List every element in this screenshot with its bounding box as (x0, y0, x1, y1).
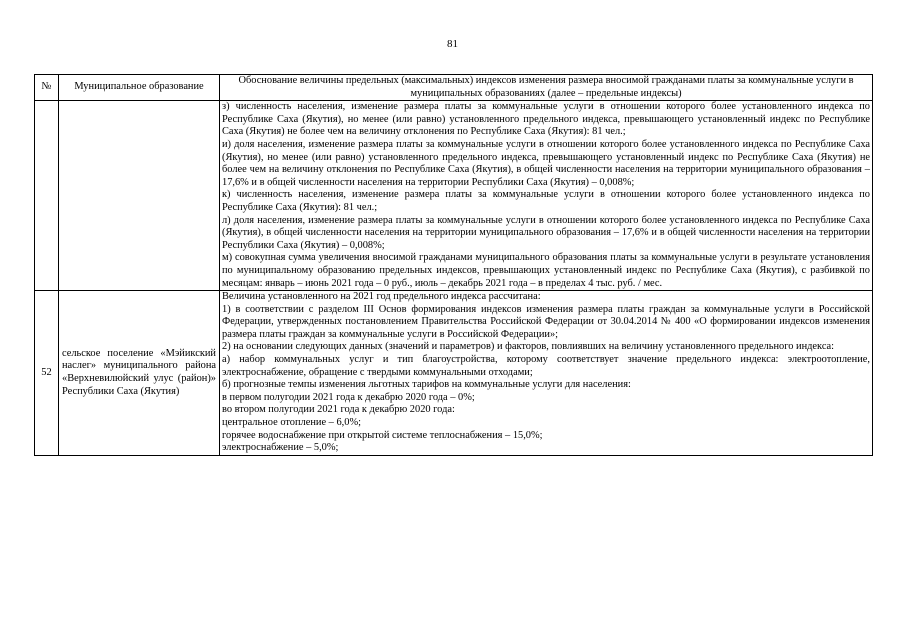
justification-cell (220, 291, 873, 456)
justification-cell (220, 101, 873, 291)
paragraph: центральное отопление – 6,0%; (222, 417, 361, 429)
page-number: 81 (447, 38, 458, 50)
paragraph: электроснабжение – 5,0%; (222, 442, 339, 454)
paragraph: к) численность населения, изменение размера платы за коммунальные услуги в отношении которого более установленного индекса по Республике Саха (Якутия): 81 чел.; (222, 189, 870, 213)
paragraph: во втором полугодии 2021 года к декабрю 2020 года: (222, 404, 455, 416)
row-number (35, 101, 59, 291)
paragraph: Величина установленного на 2021 год предельного индекса рассчитана: (222, 291, 541, 303)
header-num: № (35, 75, 59, 101)
paragraph: б) прогнозные темпы изменения льготных тарифов на коммунальные услуги для населения: (222, 379, 631, 391)
header-justification: Обоснование величины предельных (максимальных) индексов изменения размера вносимой гражданами платы за коммунальные услуги в муниципальных образованиях (далее – предельные индексы) (220, 75, 873, 101)
municipality-cell: сельское поселение «Мэйикский наслег» муниципального района «Верхневилюйский улус (район)» Республики Саха (Якутия) (59, 291, 220, 456)
paragraph: 2) на основании следующих данных (значений и параметров) и факторов, повлиявших на величину установленного предельного индекса: (222, 341, 835, 353)
municipality-cell (59, 101, 220, 291)
row-number: 52 (35, 291, 59, 456)
table-header-row (35, 75, 873, 101)
table-row (35, 101, 873, 291)
paragraph: горячее водоснабжение при открытой системе теплоснабжения – 15,0%; (222, 429, 543, 441)
paragraph: 1) в соответствии с разделом III Основ формирования индексов изменения размера платы граждан за коммунальные услуги в Российской Федерации, утвержденных постановлением Правительства Российской Федерации от 30.04.2014 № 400 «О формировании индексов изменения размера платы граждан за коммунальные услуги в Российской Федерации»; (222, 303, 870, 340)
paragraph: м) совокупная сумма увеличения вносимой гражданами муниципального образования платы за коммунальные услуги в результате установления по муниципальному образованию предельных индексов, превышающих установленный индекс по Республике Саха (Якутия), с разбивкой по месяцам: январь – июнь 2021 года – 0 руб., июль – декабрь 2021 года – в пределах 4 тыс. руб. / мес. (222, 252, 870, 289)
paragraph: в первом полугодии 2021 года к декабрю 2020 года – 0%; (222, 391, 475, 403)
header-municipality: Муниципальное образование (59, 75, 220, 101)
indices-table (34, 74, 873, 456)
paragraph: з) численность населения, изменение размера платы за коммунальные услуги в отношении которого более установленного индекса по Республике Саха (Якутия), но менее (или равно) установленного предельного индекса, превышающего установленный индекс по Республике Саха (Якутия) не более чем на величину отклонения по Республике Саха (Якутия): 81 чел.; (222, 101, 870, 138)
paragraph: и) доля населения, изменение размера платы за коммунальные услуги в отношении которого более установленного индекса по Республике Саха (Якутия), но менее (или равно) установленного предельного индекса, превышающего установленный индекс по Республике Саха (Якутия) не более чем на величину отклонения по Республике Саха (Якутия), в общей численности населения на территории муниципального образования – 17,6% и в общей численности населения на территории Республики Саха (Якутия) – 0,008%; (222, 138, 870, 188)
paragraph: л) доля населения, изменение размера платы за коммунальные услуги в отношении которого более установленного индекса по Республике Саха (Якутия), в общей численности населения на территории муниципального образования – 17,6% и в общей численности населения на территории Республики Саха (Якутия) – 0,008%; (222, 214, 870, 251)
paragraph: а) набор коммунальных услуг и тип благоустройства, которому соответствует значение предельного индекса: электроотопление, электроснабжение, обращение с твердыми коммунальными отходами; (222, 354, 870, 378)
table-row (35, 291, 873, 456)
